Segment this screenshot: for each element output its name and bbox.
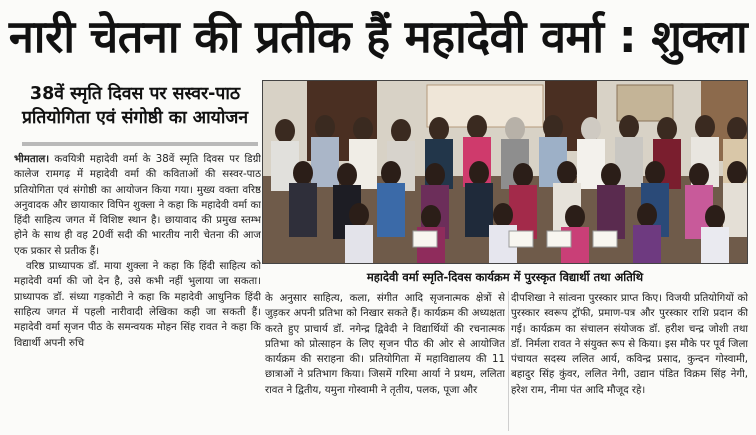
photo-caption: महादेवी वर्मा स्मृति-दिवस कार्यक्रम में पुरस्कृत विद्यार्थी तथा अतिथि xyxy=(366,270,644,284)
subhead-divider xyxy=(22,142,258,146)
dateline: भीमताल। xyxy=(14,154,50,165)
article-column-1 xyxy=(14,152,261,432)
column-divider xyxy=(508,291,509,431)
article-column-3: दीपशिखा ने सांत्वना पुरस्कार प्राप्त किए। विजयी प्रतियोगियों को पुरस्कार स्वरूप ट्रॉफी, प्रमाण-पत्र और पुरस्कार राशि प्रदान की गई। कार्यक्रम का संचालन संयोजक डॉ. हरीश चन्द्र जोशी तथा डॉ. निर्मला रावत ने संयुक्त रूप से किया। इस मौके पर पूर्व जिला पंचायत सदस्य ललित आर्य, कविन्द्र प्रसाद, कुन्दन गोस्वामी, बहादुर सिंह कुंवर, ललित नेगी, उद्यान पंडित विक्रम सिंह नेगी, हरेश राम, नीमा पंत आदि मौजूद रहे। xyxy=(511,293,748,396)
photo-portrait-frame xyxy=(617,85,673,121)
event-photo xyxy=(262,80,748,264)
article-paragraph-1-text: कवयित्री महादेवी वर्मा के 38वें स्मृति दिवस पर डिग्री कालेज रामगढ़ में महादेवी वर्मा की कविताओं की सस्वर-पाठ प्रतियोगिता एवं संगोष्ठी का आयोजन किया गया। मुख्य वक्ता वरिष्ठ अनुवादक और छायाकार विपिन शुक्ला ने कहा कि महादेवी वर्मा का हिंदी साहित्य जगत में विशिष्ट स्थान है। छायावाद की प्रमुख स्तम्भ होने के साथ ही वह 20वीं सदी की भारतीय नारी चेतना की आज एक प्रकार से प्रतीक हैं। xyxy=(14,154,261,257)
article-paragraph-2: वरिष्ठ प्राध्यापक डॉ. माया शुक्ला ने कहा कि हिंदी साहित्य को महादेवी वर्मा की जो देन है, उसे कभी नहीं भुलाया जा सकता। प्राध्यापक डॉ. संध्या गड़कोटी ने कहा कि महादेवी आधुनिक हिंदी साहित्य जगत में पहली नारीवादी लेखिका कही जा सकती हैं। महादेवी वर्मा सृजन पीठ के समन्वयक मोहन सिंह रावत ने कहा कि विद्यार्थी अपनी रुचि xyxy=(14,261,261,349)
article-column-2: के अनुसार साहित्य, कला, संगीत आदि सृजनात्मक क्षेत्रों से जुड़कर अपनी प्रतिभा को निखार सकते हैं। कार्यक्रम की अध्यक्षता करते हुए प्राचार्य डॉ. नगेन्द्र द्विवेदी ने विद्यार्थियों की रचनात्मक प्रतिभा को प्रोत्साहन के लिए सृजन पीठ की ओर से आयोजित कार्यक्रम की सराहना की। प्रतियोगिता में महाविद्यालय की 11 छात्राओं ने प्रतिभाग किया। जिसमें गरिमा आर्या ने प्रथम, ललिता रावत ने द्वितीय, यमुना गोस्वामी ने तृतीय, पलक, पूजा और xyxy=(265,293,505,396)
subheadline: 38वें स्मृति दिवस पर सस्वर-पाठ प्रतियोगिता एवं संगोष्ठी का आयोजन xyxy=(21,84,249,128)
headline: नारी चेतना की प्रतीक हैं महादेवी वर्मा : शुक्ला xyxy=(8,10,748,63)
article-paragraph-1 xyxy=(14,152,261,259)
group-photo-illustration xyxy=(263,81,748,264)
